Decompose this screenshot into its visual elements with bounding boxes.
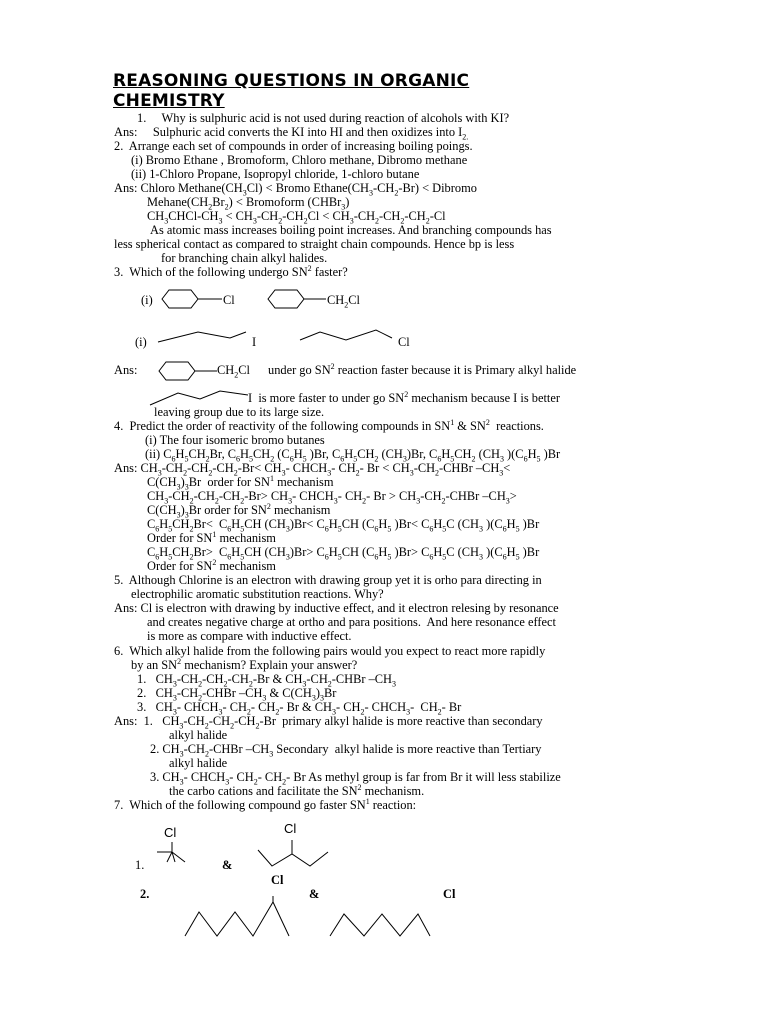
q4-answer-line-5: $C_6H_5CH_2Br< C_6H_5CH$ $(CH_3)Br< C_6H_5CH$ ($C_6H_5$ )$Br< C_6H_5C$ ($CH_3$ )($C_6H_5$ )Br [147,517,540,534]
q6-answer-3-line-1: 3. $CH_3-$ $CHCH_3-$ $CH_2-$ $CH_2-$ Br As methyl group is far from Br it will less stabilize [150,770,561,787]
q5-question-line-1: 5. Although Chlorine is an electron with drawing group yet it is orho para directing in [114,573,542,587]
cyclohexane-icon [157,360,217,382]
q2-answer-line-1: Ans: Chloro $Methane(CH_3Cl)$ < Bromo $Ethane(CH_3-CH_2-Br)$ < Dibromo [114,181,477,198]
q3-answer-substituent: $CH_2Cl$ [217,363,250,380]
q2-answer-line-3: $CH_3CHCl-CH_3 < CH_3-CH_2-CH_2Cl < CH_3-CH_2-CH_2-CH_2-Cl$ [147,209,446,226]
q2-explanation-2: less spherical contact as compared to straight chain compounds. Hence bp is less [114,237,515,251]
q2-part-i: (i) Bromo Ethane , Bromoform, Chloro methane, Dibromo methane [131,153,468,167]
q6-question-line-1: 6. Which alkyl halide from the following pairs would you expect to react more rapidly [114,644,546,658]
q4-part-ii: (ii) $C_6H_5CH_2Br$, $C_6H_5CH_2$ ($C_6H_5$ )Br, $C_6H_5CH_2$ $(CH_3)Br$, $C_6H_5CH_2$ ($CH_3$ )($C_6H_5$ )Br [145,447,561,464]
q4-answer-line-1: Ans: $CH_3-CH_2-CH_2-CH_2-Br< CH_3-$ $CHCH_3-$ $CH_2-$ $Br < CH_3-CH_2$-CHBr $-CH_3<$ [114,461,511,478]
q2-answer-line-2: $Mehane(CH_2Br_2)$ < Bromoform (CHBr$_3$) [147,195,350,212]
q6-answer-2-line-2: alkyl halide [169,756,228,770]
q3-answer-line-2: I is more faster to under go $SN^2$ mechanism because I is better [248,389,560,405]
q3-answer-line-1: under go $SN^2$ reaction faster because it is Primary alkyl halide [268,361,577,377]
q2-explanation-1: As atomic mass increases boiling point increases. And branching compounds has [150,223,552,237]
q5-answer-line-3: is more as compare with inductive effect. [147,629,352,643]
q3-row1-a-substituent: Cl [223,293,235,307]
q7-1-b-substituent: Cl [284,821,297,836]
cyclohexane-icon [160,288,210,310]
q3-question: 3. Which of the following undergo $SN^2$ faster? [114,263,348,279]
q3-row1-label: (i) [141,293,153,307]
q5-question-line-2: electrophilic aromatic substitution reactions. Why? [131,587,384,601]
q4-answer-line-2: $C(CH_3)_3Br$ order for $SN^1$ mechanism [147,473,334,492]
q7-1-ampersand: & [222,858,233,872]
title-line-2: CHEMISTRY [113,91,225,111]
q4-answer-line-6: Order for $SN^1$ mechanism [147,529,276,545]
q7-question: 7. Which of the following compound go faster $SN^1$ reaction: [114,796,417,812]
cyclohexane-icon [266,288,336,310]
q6-pair-2: 2. $CH_3-CH_2$-CHBr $-CH_3$ & $C(CH_3)_3Br$ [137,686,337,703]
q2-question: 2. Arrange each set of compounds in order of increasing boiling poings. [114,139,473,153]
q4-answer-line-8: Order for $SN^2$ mechanism [147,557,276,573]
q2-explanation-3: for branching chain alkyl halides. [161,251,328,265]
q4-answer-line-7: $C_6H_5CH_2Br> C_6H_5CH$ $(CH_3)Br> C_6H_5CH$ ($C_6H_5$ )$Br> C_6H_5C$ ($CH_3$ )($C_6H_5$ )Br [147,545,540,562]
q7-2-b-substituent: Cl [443,887,456,901]
q3-row1-b-substituent: $CH_2Cl$ [327,293,360,310]
q6-answer-1-line-1: Ans: 1. $CH_3-CH_2-CH_2-CH_2-Br$ primary alkyl halide is more reactive than secondary [114,714,543,731]
q4-part-i: (i) The four isomeric bromo butanes [145,433,325,447]
q3-row2-b-substituent: Cl [398,335,410,349]
q6-pair-1: 1. $CH_3-CH_2-CH_2-CH_2-Br$ & $CH_3-CH_2$-CHBr $-CH_3$ [137,672,397,689]
tert-butyl-structure-icon [155,840,195,864]
q6-answer-3-line-2: the carbo cations and facilitate the $SN^2$ mechanism. [169,782,425,798]
q1-question: 1. Why is sulphuric acid is not used during reaction of alcohols with KI? [137,111,510,125]
q7-2-label: 2. [140,887,150,901]
alkyl-chain-icon [158,330,248,350]
q7-1-label: 1. [135,858,145,872]
q6-answer-2-line-1: 2. $CH_3-CH_2$-CHBr $-CH_3$ Secondary alkyl halide is more reactive than Tertiary [150,742,542,759]
q1-answer: Ans: Sulphuric acid converts the KI into HI and then oxidizes into $I_{2.}$ [114,125,469,142]
q4-answer-line-4: $C(CH_3)_3Br$ order for $SN^2$ mechanism [147,501,331,520]
q5-answer-line-1: Ans: Cl is electron with drawing by inductive effect, and it electron relesing by resonance [114,601,559,615]
q6-pair-3: 3. $CH_3-$ $CHCH_3-$ $CH_2-$ $CH_2-$ Br & $CH_3-$ $CH_2-$ $CHCH_3-$ $CH_2-$ Br [137,700,462,717]
secondary-alkyl-structure-icon [256,838,331,870]
q6-answer-1-line-2: alkyl halide [169,728,228,742]
q5-answer-line-2: and creates negative charge at ortho and para positions. And here resonance effect [147,615,556,629]
q4-answer-line-3: $CH_3-CH_2-CH_2-CH_2-Br> CH_3-$ $CHCH_3-$ $CH_2-$ $Br > CH_3-CH_2$-CHBr $-CH_3>$ [147,489,517,506]
tertiary-alkyl-chain-icon [183,894,293,940]
q7-2-ampersand: & [309,887,320,901]
q4-question: 4. Predict the order of reactivity of the following compounds in $SN^1$ & $SN^2$ reactions. [114,417,544,433]
alkyl-chain-icon [328,910,433,942]
q3-row2-a-substituent: I [252,335,257,349]
q3-answer-line-3: leaving group due to its large size. [154,405,325,419]
alkyl-chain-icon [298,328,394,348]
q7-2-top-substituent: Cl [271,873,284,887]
q6-question-line-2: by an $SN^2$ mechanism? Explain your answer? [131,656,358,672]
q3-answer-label: Ans: [114,363,138,377]
q7-1-a-substituent: Cl [164,825,177,840]
title-line-1: REASONING QUESTIONS IN ORGANIC [113,71,470,91]
q2-part-ii: (ii) 1-Chloro Propane, Isopropyl chloride, 1-chloro butane [131,167,420,181]
q3-row2-label: (i) [135,335,147,349]
